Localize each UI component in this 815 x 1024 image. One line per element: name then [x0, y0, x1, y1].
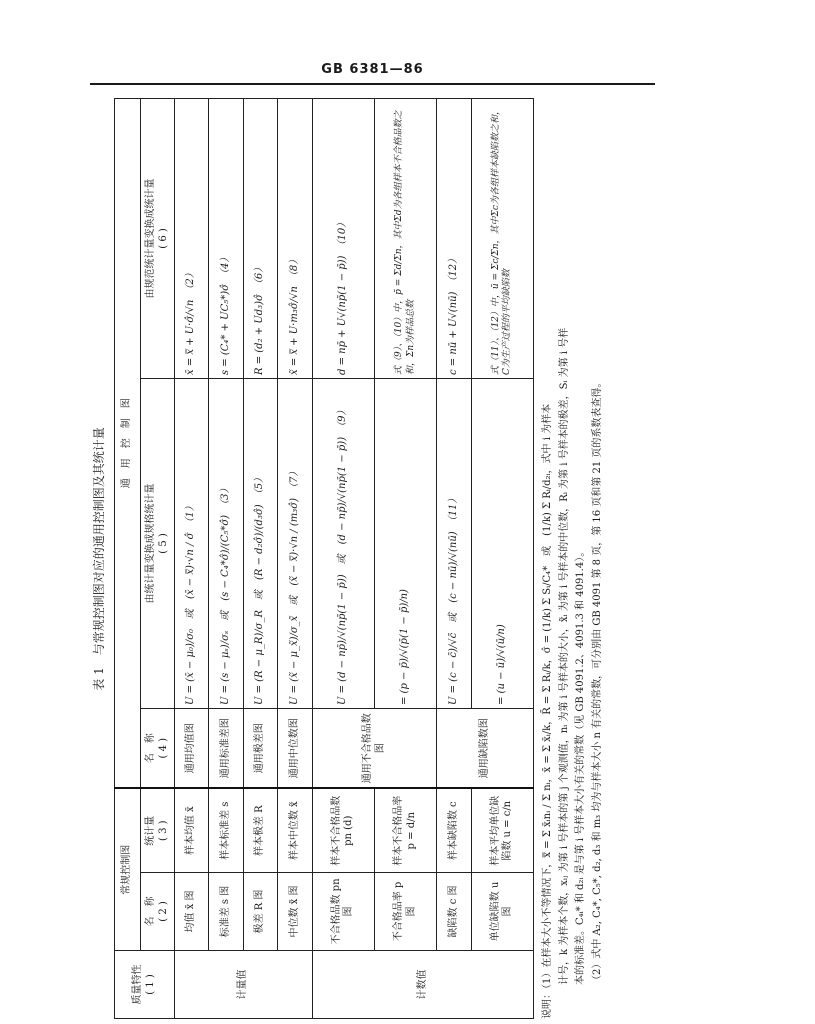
group-measurement: 计量值	[175, 951, 313, 1019]
col-statistic: 统计量 ( 3 )	[141, 789, 175, 873]
col-conv-name: 名 称 ( 2 )	[141, 873, 175, 951]
conv-name: 不合格品数 pn 图	[312, 873, 374, 951]
statistic: 样本平均单位缺陷数 u = c/n	[471, 789, 533, 873]
formula-stat: U = (c − c̄)/√c̄ 或 (c − nū)/√(nū) （11）	[437, 379, 471, 709]
statistic: 样本均值 x̄	[175, 789, 209, 873]
formula-spec: d = np̄ + U√(np̄(1 − p̄)) （10）	[312, 99, 374, 379]
rotated-page-content	[90, 99, 660, 1019]
formula-spec: R = (d₂ + Ud₃)σ̂ （6）	[243, 99, 277, 379]
formula-stat: U = (x̃ − μ_x̃)/σ_x̃ 或 (x̃ − x̿)·√n / (m₃σ̂) （7）	[278, 379, 312, 709]
formula-spec: 式（11）、（12）中，ū = Σc/Σn，其中Σc为各组样本缺陷数之和，C为生产过程的平均缺陷数	[471, 99, 533, 379]
page-header	[90, 62, 655, 86]
conv-name: 标准差 s 图	[209, 873, 243, 951]
standard-code: GB 6381—86	[321, 62, 424, 77]
formula-stat: = (p − p̄)/√(p̄(1 − p̄)/n)	[375, 379, 437, 709]
conv-name: 极差 R 图	[243, 873, 277, 951]
gen-name: 通用中位数图	[278, 709, 312, 789]
col-gen-name: 名 称 ( 4 )	[141, 709, 175, 789]
statistic: 样本中位数 x̃	[278, 789, 312, 873]
formula-spec: 式（9）、（10）中，p̄ = Σd/Σn，其中Σd为各组样本不合格品数之和，Σn为样品总数	[375, 99, 437, 379]
gen-name: 通用极差图	[243, 709, 277, 789]
gen-name: 通用缺陷数图	[437, 709, 534, 789]
col-stat-transform: 由统计量变换成规格统计量 ( 5 )	[141, 379, 175, 709]
statistic: 样本标准差 s	[209, 789, 243, 873]
formula-stat: U = (s − μₛ)/σₛ 或 (s − C₄*σ̂)/(C₅*σ̂) （3）	[209, 379, 243, 709]
formula-stat: U = (R − μ_R)/σ_R 或 (R − d₂σ̂)/(d₃σ̂) （5）	[243, 379, 277, 709]
col-conventional: 常规控制图	[115, 789, 141, 951]
note-line: 说明：（1）在样本大小不等情况下，x̿ = Σ x̄ᵢnᵢ / Σ nᵢ，x̄ = Σ x̄ᵢ/k，R̄ = Σ Rᵢ/k，σ̂ = (1/k) Σ Sᵢ/C₄* 或 (1/k) Σ Rᵢ/d₂ᵢ，式中 i 为样本	[542, 403, 553, 1019]
statistic: 样本不合格品率 p = d/n	[375, 789, 437, 873]
formula-stat: U = (x̄ − μ₀)/σ₀ 或 (x̄ − x̿)·√n / σ̂ （1）	[175, 379, 209, 709]
col-spec-transform: 由规范统计量变换成统计量 ( 6 )	[141, 99, 175, 379]
conv-name: 单位缺陷数 u 图	[471, 873, 533, 951]
table-notes	[540, 99, 606, 1019]
formula-spec: s = (C₄* + UC₅*)σ̂ （4）	[209, 99, 243, 379]
col-general: 通 用 控 制 图	[115, 99, 141, 789]
gen-name: 通用不合格品数图	[312, 709, 436, 789]
group-count: 计数值	[312, 951, 533, 1019]
table-caption: 表 1 与常规控制图对应的通用控制图及其统计量	[92, 427, 106, 691]
control-chart-table	[114, 99, 534, 1019]
formula-spec: c = nū + U√(nū) （12）	[437, 99, 471, 379]
gen-name: 通用标准差图	[209, 709, 243, 789]
note-line: 计号，k 为样本个数，xᵢⱼ 为第 i 号样本的第 j 个观测值，nᵢ 为第 i 号样本的大小，x̃ᵢ 为第 i 号样本的中位数，Rᵢ 为第 i 号样本的极差，Sᵢ 为第 i 号样	[558, 327, 570, 985]
conv-name: 不合格品率 p 图	[375, 873, 437, 951]
formula-spec: x̄ = x̿ + U·σ̂/√n （2）	[175, 99, 209, 379]
note-line: 本的标准差。C₄ᵢ* 和 d₂ᵢ 是与第 i 号样本大小有关的常数（见 GB 4091.2、4091.3 和 4091.4）。	[575, 546, 586, 985]
formula-stat: U = (d − np̄)/√(np̄(1 − p̄)) 或 (d − np̄)/√(np̄(1 − p̄)) （9）	[312, 379, 374, 709]
gen-name: 通用均值图	[175, 709, 209, 789]
statistic: 样本缺陷数 c	[437, 789, 471, 873]
formula-stat: = (u − ū)/√(ū/n)	[471, 379, 533, 709]
note-line: （2）式中 A₂, C₄*, C₅*, d₂, d₃ 和 m₃ 均为与样本大小 n 有关的常数，可分别由 GB 4091 第 8 页，第 16 页和第 21 页的系数表查得。	[591, 377, 603, 985]
statistic: 样本极差 R	[243, 789, 277, 873]
statistic: 样本不合格品数 pn (d)	[312, 789, 374, 873]
formula-spec: x̃ = x̿ + U·m₃σ̂/√n （8）	[278, 99, 312, 379]
header-rule	[90, 83, 655, 85]
conv-name: 中位数 x̃ 图	[278, 873, 312, 951]
conv-name: 缺陷数 c 图	[437, 873, 471, 951]
conv-name: 均值 x̄ 图	[175, 873, 209, 951]
col-quality: 质量特性 ( 1 )	[115, 951, 175, 1019]
